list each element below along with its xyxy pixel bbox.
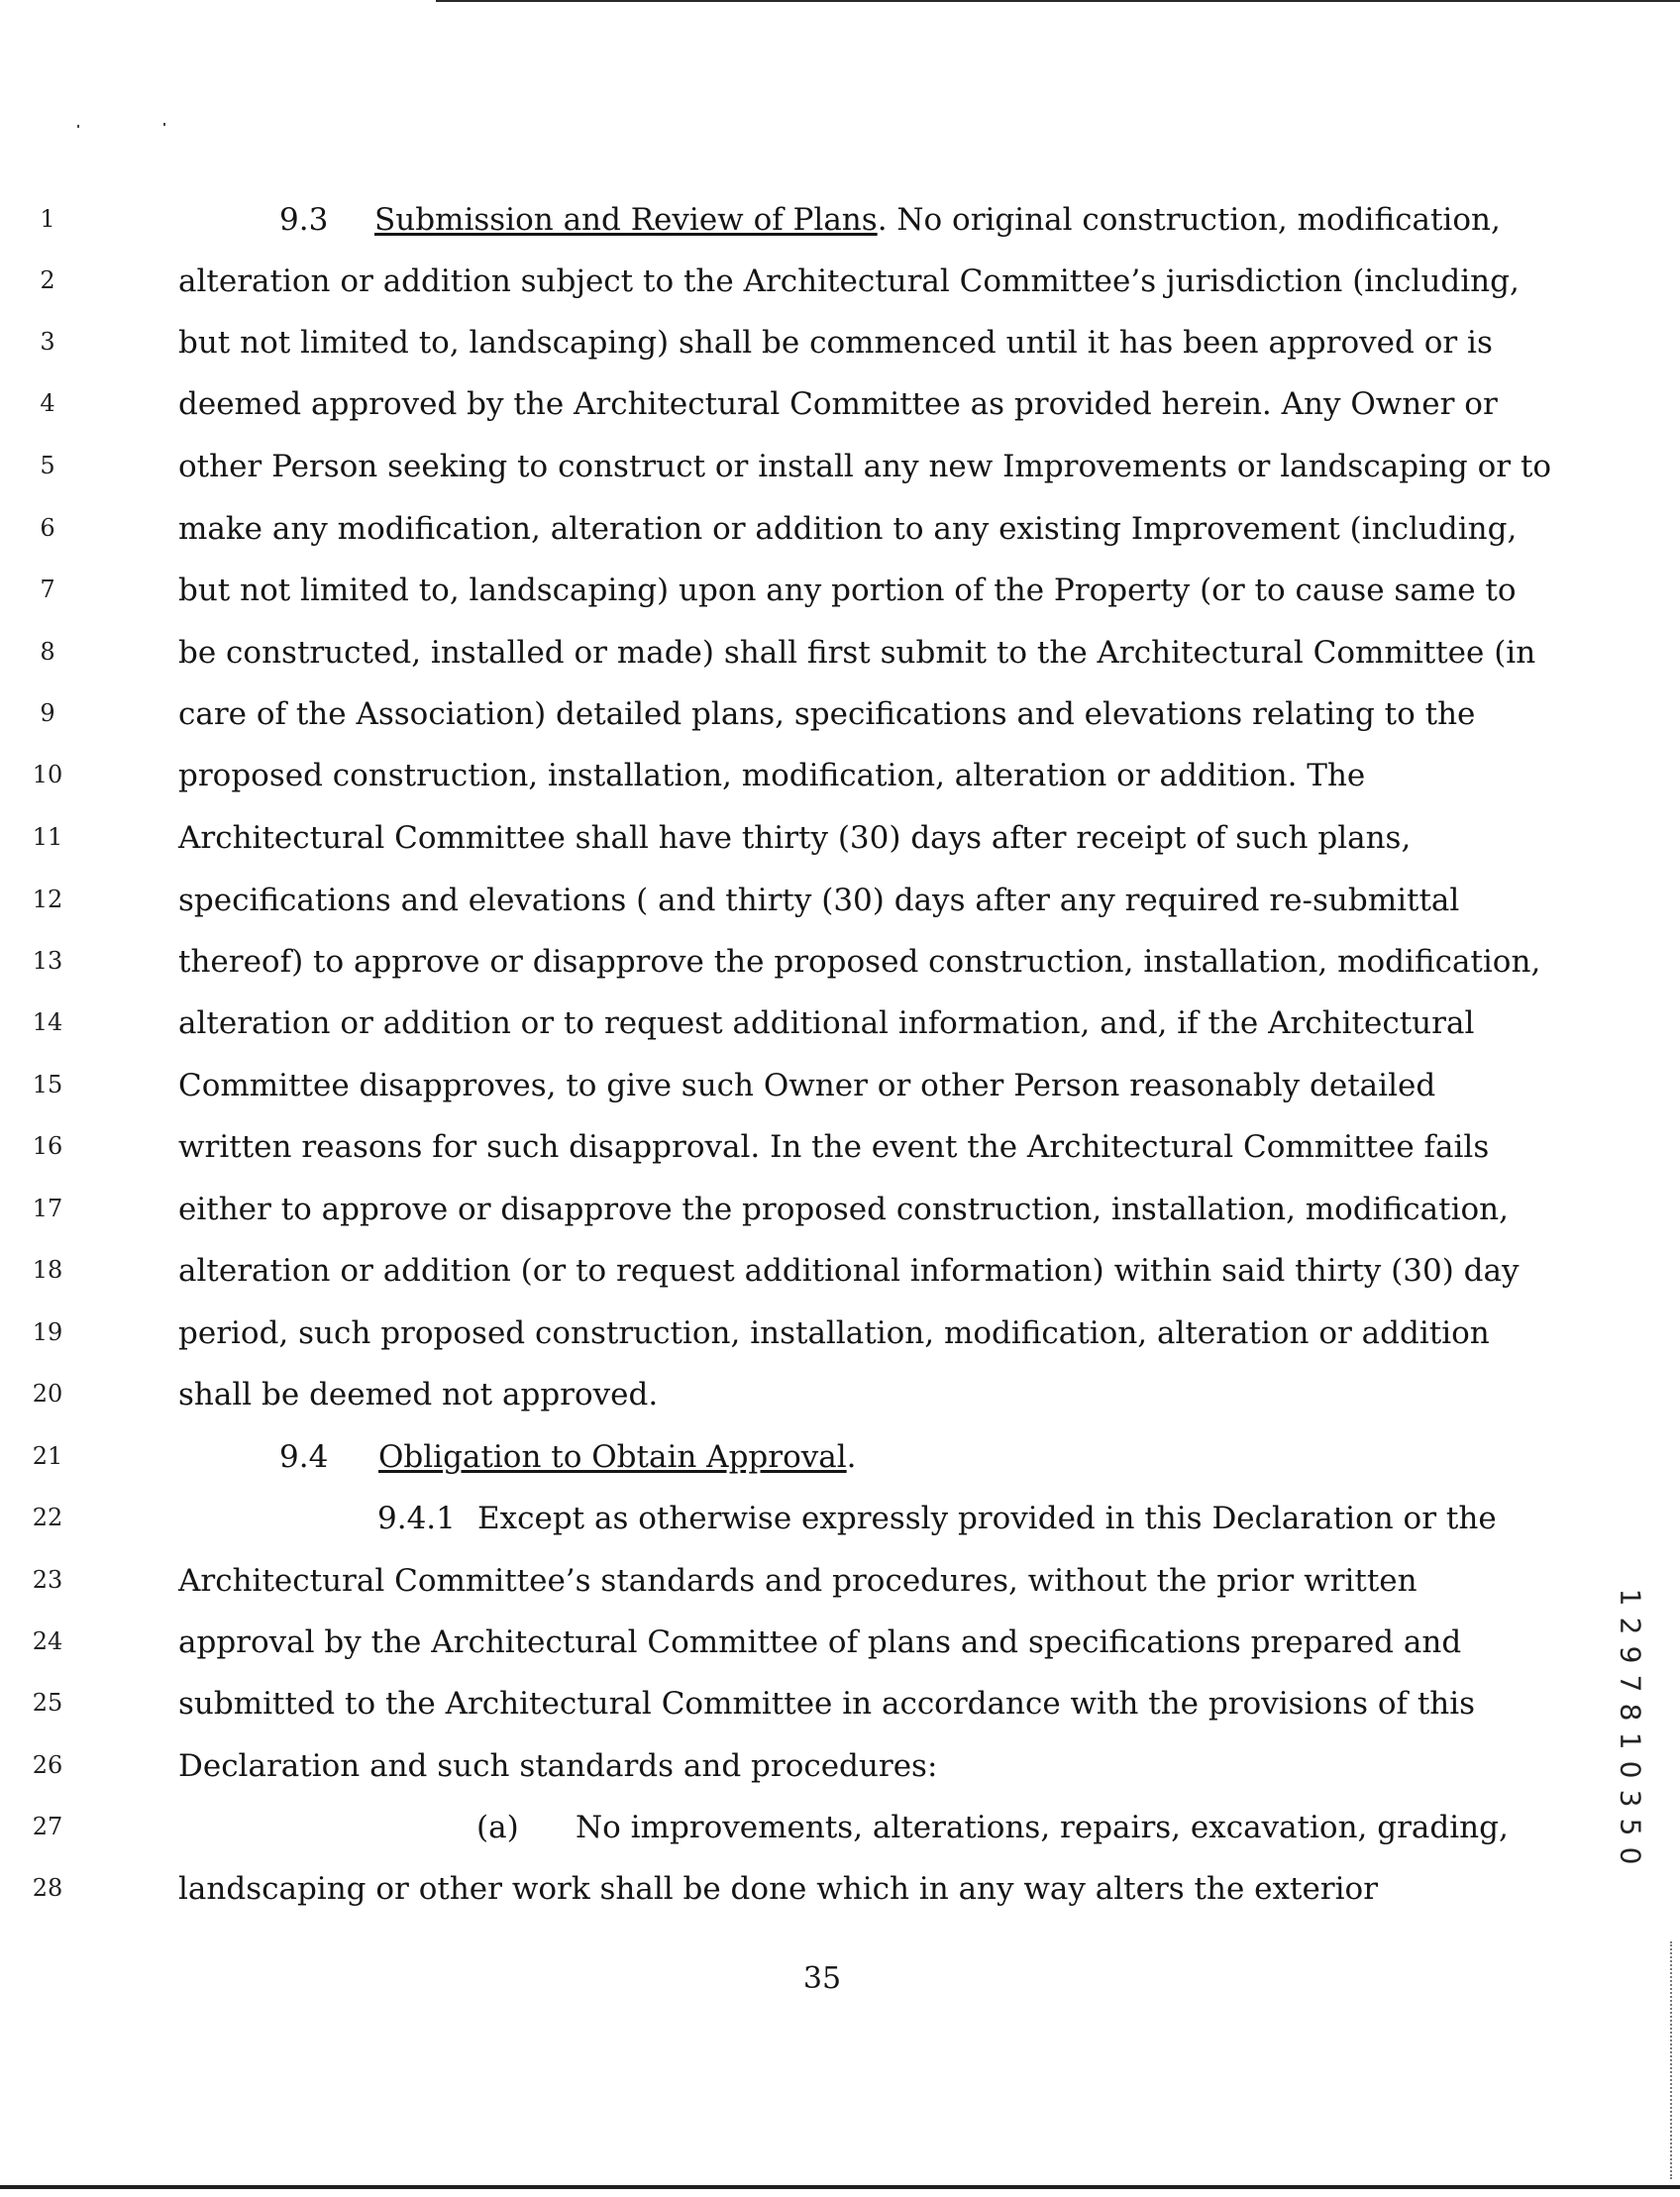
side-record-digit: 0 bbox=[1614, 1760, 1647, 1779]
body-text-line bbox=[178, 696, 1476, 732]
section-9-3-first-line-tail: . No original construction, modification, bbox=[877, 202, 1501, 238]
line-number: 3 bbox=[40, 328, 55, 356]
body-text-line-content: submitted to the Architectural Committee in accordance with the provisions of this bbox=[178, 1686, 1476, 1722]
side-record-digit: 9 bbox=[1614, 1645, 1647, 1664]
body-text-line-content: specifications and elevations ( and thirty (30) days after any required re-submittal bbox=[178, 883, 1460, 918]
side-record-number-digits bbox=[1610, 1583, 1653, 1870]
body-text-line-content: care of the Association) detailed plans, specifications and elevations relating to the bbox=[178, 696, 1476, 732]
side-record-digit: 0 bbox=[1614, 1846, 1647, 1865]
line-number: 11 bbox=[32, 823, 63, 851]
body-text-line-content: proposed construction, installation, modification, alteration or addition. The bbox=[178, 758, 1366, 793]
line-number: 2 bbox=[40, 266, 55, 294]
line-number: 27 bbox=[32, 1813, 63, 1840]
line-number: 24 bbox=[32, 1627, 63, 1655]
side-record-digit: 7 bbox=[1614, 1674, 1647, 1693]
section-9-3-title: Submission and Review of Plans bbox=[374, 202, 878, 238]
body-text-line-content: deemed approved by the Architectural Committee as provided herein. Any Owner or bbox=[178, 386, 1498, 422]
body-text-line bbox=[178, 944, 1541, 980]
body-text-line bbox=[178, 1129, 1490, 1165]
body-text-line bbox=[178, 758, 1466, 793]
side-record-digit: 5 bbox=[1614, 1818, 1647, 1836]
top-scan-rule bbox=[436, 0, 1680, 2]
body-text-line-content: shall be deemed not approved. bbox=[178, 1377, 659, 1412]
line-number: 17 bbox=[32, 1195, 63, 1222]
body-text-line-content: written reasons for such disapproval. In the event the Architectural Committee fails bbox=[178, 1129, 1490, 1165]
section-9-4-heading bbox=[378, 1439, 857, 1475]
body-text-line-content: make any modification, alteration or addition to any existing Improvement (including, bbox=[178, 511, 1518, 547]
line-number: 4 bbox=[40, 389, 55, 417]
body-text-line bbox=[178, 1253, 1520, 1289]
line-number: 20 bbox=[32, 1380, 63, 1408]
body-text-line bbox=[178, 1005, 1475, 1041]
side-record-digit: 8 bbox=[1614, 1703, 1647, 1722]
section-9-4-number: 9.4 bbox=[279, 1439, 329, 1475]
body-text-line-content: be constructed, installed or made) shall first submit to the Architectural Committee (in bbox=[178, 635, 1536, 671]
line-number: 5 bbox=[40, 452, 55, 479]
side-record-digit: 1 bbox=[1614, 1731, 1647, 1750]
scan-speck bbox=[77, 125, 79, 128]
line-number: 19 bbox=[32, 1318, 63, 1346]
scan-speck bbox=[163, 123, 165, 126]
subsection-a-label: (a) bbox=[476, 1810, 519, 1845]
body-text-line bbox=[178, 820, 1466, 856]
body-text-line-content: period, such proposed construction, installation, modification, alteration or addition bbox=[178, 1315, 1490, 1351]
section-9-4-title-tail: . bbox=[846, 1439, 857, 1475]
body-text-line bbox=[178, 1871, 1466, 1907]
side-record-number bbox=[1610, 1583, 1653, 1870]
body-text-line bbox=[178, 1624, 1466, 1660]
page-number: 35 bbox=[802, 1961, 842, 1996]
section-9-3-number: 9.3 bbox=[279, 202, 329, 238]
body-text-line-content: Architectural Committee shall have thirty (30) days after receipt of such plans, bbox=[178, 820, 1412, 856]
right-scan-edge bbox=[1670, 1941, 1674, 2179]
body-text-line-content: alteration or addition (or to request additional information) within said thirty (30) day bbox=[178, 1253, 1520, 1289]
line-number: 23 bbox=[32, 1566, 63, 1594]
section-9-4-1-number: 9.4.1 bbox=[377, 1501, 456, 1536]
body-text-line bbox=[178, 1192, 1509, 1227]
body-text-line bbox=[178, 1563, 1466, 1599]
body-text-line bbox=[178, 263, 1520, 299]
line-number: 6 bbox=[40, 514, 55, 542]
side-record-digit: 1 bbox=[1614, 1588, 1647, 1607]
body-text-line-content: either to approve or disapprove the proposed construction, installation, modification, bbox=[178, 1192, 1509, 1227]
side-record-digit: 2 bbox=[1614, 1617, 1647, 1635]
body-text-line-content: but not limited to, landscaping) shall be commenced until it has been approved or is bbox=[178, 325, 1493, 361]
line-number: 28 bbox=[32, 1874, 63, 1902]
line-number: 21 bbox=[32, 1442, 63, 1470]
section-9-4-title: Obligation to Obtain Approval bbox=[378, 1439, 847, 1475]
line-number: 10 bbox=[32, 761, 63, 788]
body-text-line bbox=[178, 325, 1493, 361]
body-text-line-content: other Person seeking to construct or install any new Improvements or landscaping or to bbox=[178, 449, 1552, 484]
body-text-line bbox=[178, 1377, 1466, 1412]
line-number: 13 bbox=[32, 947, 63, 975]
line-number: 1 bbox=[40, 205, 55, 233]
body-text-line bbox=[178, 883, 1466, 918]
body-text-line-content: landscaping or other work shall be done which in any way alters the exterior bbox=[178, 1871, 1379, 1907]
line-number: 9 bbox=[40, 699, 55, 727]
line-number: 25 bbox=[32, 1689, 63, 1717]
body-text-line bbox=[178, 449, 1552, 484]
body-text-line bbox=[178, 573, 1517, 608]
body-text-line bbox=[178, 1068, 1466, 1103]
body-text-line bbox=[178, 386, 1498, 422]
body-text-line-content: Architectural Committee’s standards and procedures, without the prior written bbox=[178, 1563, 1418, 1599]
body-text-line bbox=[178, 1315, 1490, 1351]
section-9-4-1-first-line: Except as otherwise expressly provided in this Declaration or the bbox=[477, 1501, 1497, 1536]
body-text-line bbox=[178, 1686, 1476, 1722]
line-number: 26 bbox=[32, 1751, 63, 1779]
body-text-line-content: thereof) to approve or disapprove the proposed construction, installation, modification, bbox=[178, 944, 1541, 980]
section-9-3-first-line bbox=[374, 202, 1501, 238]
body-text-line bbox=[178, 511, 1518, 547]
line-number: 18 bbox=[32, 1256, 63, 1284]
body-text-line-content: Declaration and such standards and procedures: bbox=[178, 1748, 938, 1784]
line-number: 15 bbox=[32, 1071, 63, 1098]
body-text-line-content: Committee disapproves, to give such Owner or other Person reasonably detailed bbox=[178, 1068, 1436, 1103]
body-text-line bbox=[178, 635, 1536, 671]
body-text-line-content: but not limited to, landscaping) upon any portion of the Property (or to cause same to bbox=[178, 573, 1517, 608]
body-text-line-content: alteration or addition or to request additional information, and, if the Architectural bbox=[178, 1005, 1475, 1041]
line-number: 12 bbox=[32, 886, 63, 913]
bottom-scan-rule bbox=[0, 2185, 1680, 2189]
body-text-line-content: approval by the Architectural Committee of plans and specifications prepared and bbox=[178, 1624, 1462, 1660]
side-record-digit: 3 bbox=[1614, 1789, 1647, 1808]
line-number: 8 bbox=[40, 638, 55, 666]
line-number: 16 bbox=[32, 1132, 63, 1160]
body-text-line bbox=[178, 1748, 1466, 1784]
line-number: 7 bbox=[40, 575, 55, 603]
subsection-a-first-line: No improvements, alterations, repairs, excavation, grading, bbox=[576, 1810, 1509, 1845]
body-text-line-content: alteration or addition subject to the Architectural Committee’s jurisdiction (including, bbox=[178, 263, 1520, 299]
line-number: 14 bbox=[32, 1008, 63, 1036]
line-number: 22 bbox=[32, 1504, 63, 1531]
